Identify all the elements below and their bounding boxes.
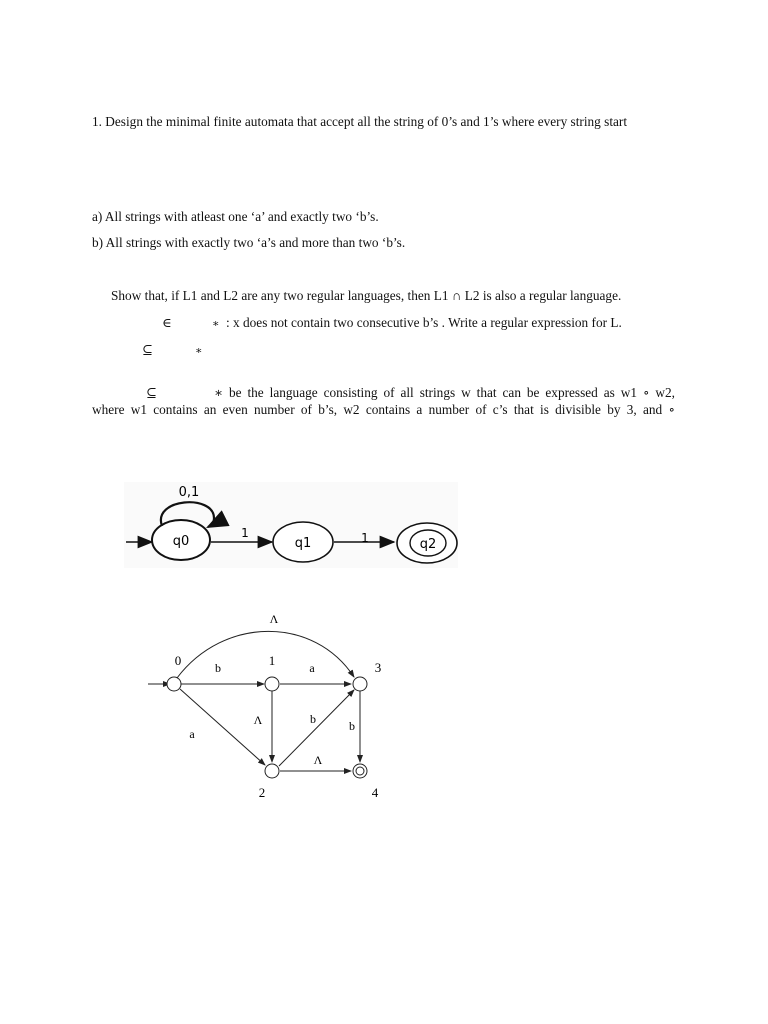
state-3-label: 3 [374,660,382,675]
edge-2-3-label: b [310,712,316,726]
edge-1-3-label: a [309,661,315,675]
self-loop-label: 0,1 [178,485,200,500]
part-b: b) All strings with exactly two ‘a’s and more than two ‘b’s. [92,235,406,250]
concatenation-paragraph-line-1: ∗ be the language consisting of all strings w that can be expressed as w1 ∘ w2, [214,385,675,400]
edge-0-3-label: Λ [269,612,279,626]
state-1-label: 1 [268,653,276,668]
state-0 [167,677,181,691]
subset-symbol: ⊆ [142,342,153,357]
state-2 [265,764,279,778]
state-3 [353,677,367,691]
state-0-label: 0 [174,653,182,668]
state-4-label: 4 [371,785,379,800]
part-a: a) All strings with atleast one ‘a’ and exactly two ‘b’s. [92,209,379,224]
edge-q0-q1-label: 1 [241,526,249,540]
state-4-inner [356,767,364,775]
state-q0-label: q0 [172,534,190,549]
edge-2-4-label: Λ [313,753,323,767]
edge-0-2-label: a [189,727,195,741]
language-definition-text: : x does not contain two consecutive b’s . Write a regular expression for L. [226,315,622,330]
state-2-label: 2 [258,785,266,800]
automaton-diagram-2 [144,606,394,806]
show-that-statement: Show that, if L1 and L2 are any two regular languages, then L1 ∩ L2 is also a regular language. [111,288,622,303]
concatenation-paragraph-line-2: where w1 contains an even number of b’s, w2 contains a number of c’s that is divisible by 3, and ∘ [92,402,675,417]
edge-q1-q2-label: 1 [361,531,369,545]
element-of-symbol: ∈ [162,315,172,330]
edge-1-2-label: Λ [253,713,263,727]
question-1: 1. Design the minimal finite automata that accept all the string of 0’s and 1’s where every string start [92,114,628,129]
automaton-diagram-1 [122,480,462,570]
state-q2-label: q2 [419,537,437,552]
star-symbol: ∗ [195,345,203,357]
edge-0-3 [174,631,354,678]
edge-3-4-label: b [349,719,355,733]
state-1 [265,677,279,691]
subset-symbol: ⊆ [146,385,157,400]
star-symbol: ∗ [212,318,220,330]
edge-0-1-label: b [215,661,221,675]
state-q1-label: q1 [294,536,312,551]
